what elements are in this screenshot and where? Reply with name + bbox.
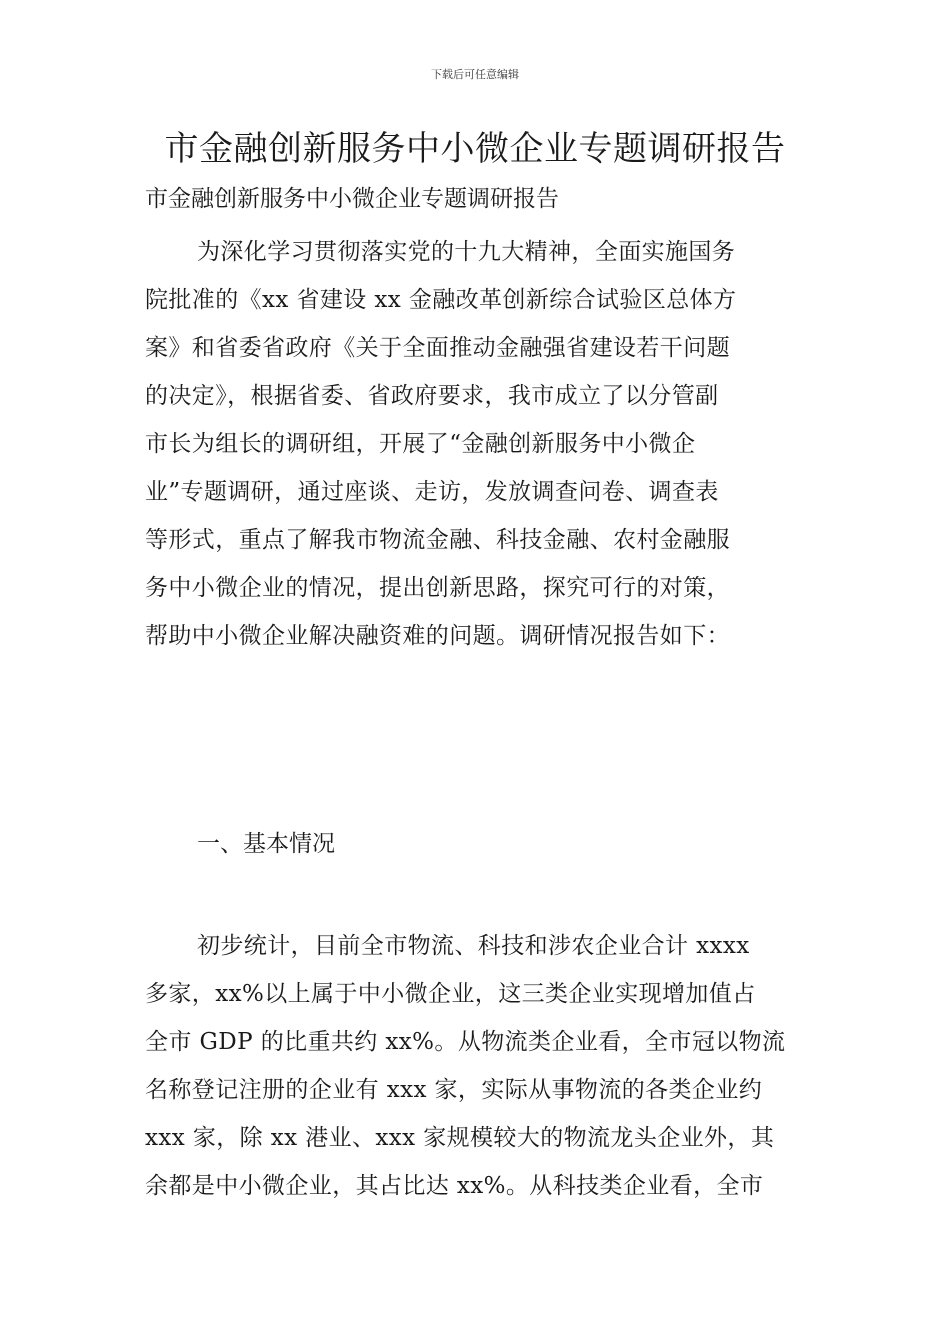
section-heading: 一、基本情况	[197, 831, 335, 857]
paragraph-line: 全市 GDP 的比重共约 xx%。从物流类企业看，全市冠以物流	[145, 1029, 786, 1055]
document-subtitle: 市金融创新服务中小微企业专题调研报告	[145, 186, 559, 212]
paragraph-line: 名称登记注册的企业有 xxx 家，实际从事物流的各类企业约	[145, 1077, 763, 1103]
paragraph-line: 市长为组长的调研组，开展了“金融创新服务中小微企	[145, 431, 696, 457]
paragraph-intro	[145, 228, 805, 660]
paragraph-line: 帮助中小微企业解决融资难的问题。调研情况报告如下：	[145, 623, 730, 649]
paragraph-line: 初步统计，目前全市物流、科技和涉农企业合计 xxxx	[197, 933, 750, 959]
header-note: 下载后可任意编辑	[431, 68, 519, 81]
paragraph-line: 务中小微企业的情况，提出创新思路，探究可行的对策，	[145, 575, 730, 601]
paragraph-line: 为深化学习贯彻落实党的十九大精神，全面实施国务	[197, 239, 736, 265]
paragraph-line: 余都是中小微企业，其占比达 xx%。从科技类企业看，全市	[145, 1173, 764, 1199]
paragraph-line: 多家，xx%以上属于中小微企业，这三类企业实现增加值占	[145, 981, 756, 1007]
paragraph-line: 案》和省委省政府《关于全面推动金融强省建设若干问题	[145, 335, 730, 361]
paragraph-line: 的决定》，根据省委、省政府要求，我市成立了以分管副	[145, 383, 719, 409]
paragraph-basic-situation	[145, 922, 805, 1210]
paragraph-line: xxx 家，除 xx 港业、xxx 家规模较大的物流龙头企业外，其	[145, 1125, 775, 1151]
paragraph-line: 院批准的《xx 省建设 xx 金融改革创新综合试验区总体方	[145, 287, 737, 313]
document-title: 市金融创新服务中小微企业专题调研报告	[164, 129, 786, 169]
paragraph-line: 等形式，重点了解我市物流金融、科技金融、农村金融服	[145, 527, 730, 553]
paragraph-line: 业”专题调研，通过座谈、走访，发放调查问卷、调查表	[145, 479, 719, 505]
